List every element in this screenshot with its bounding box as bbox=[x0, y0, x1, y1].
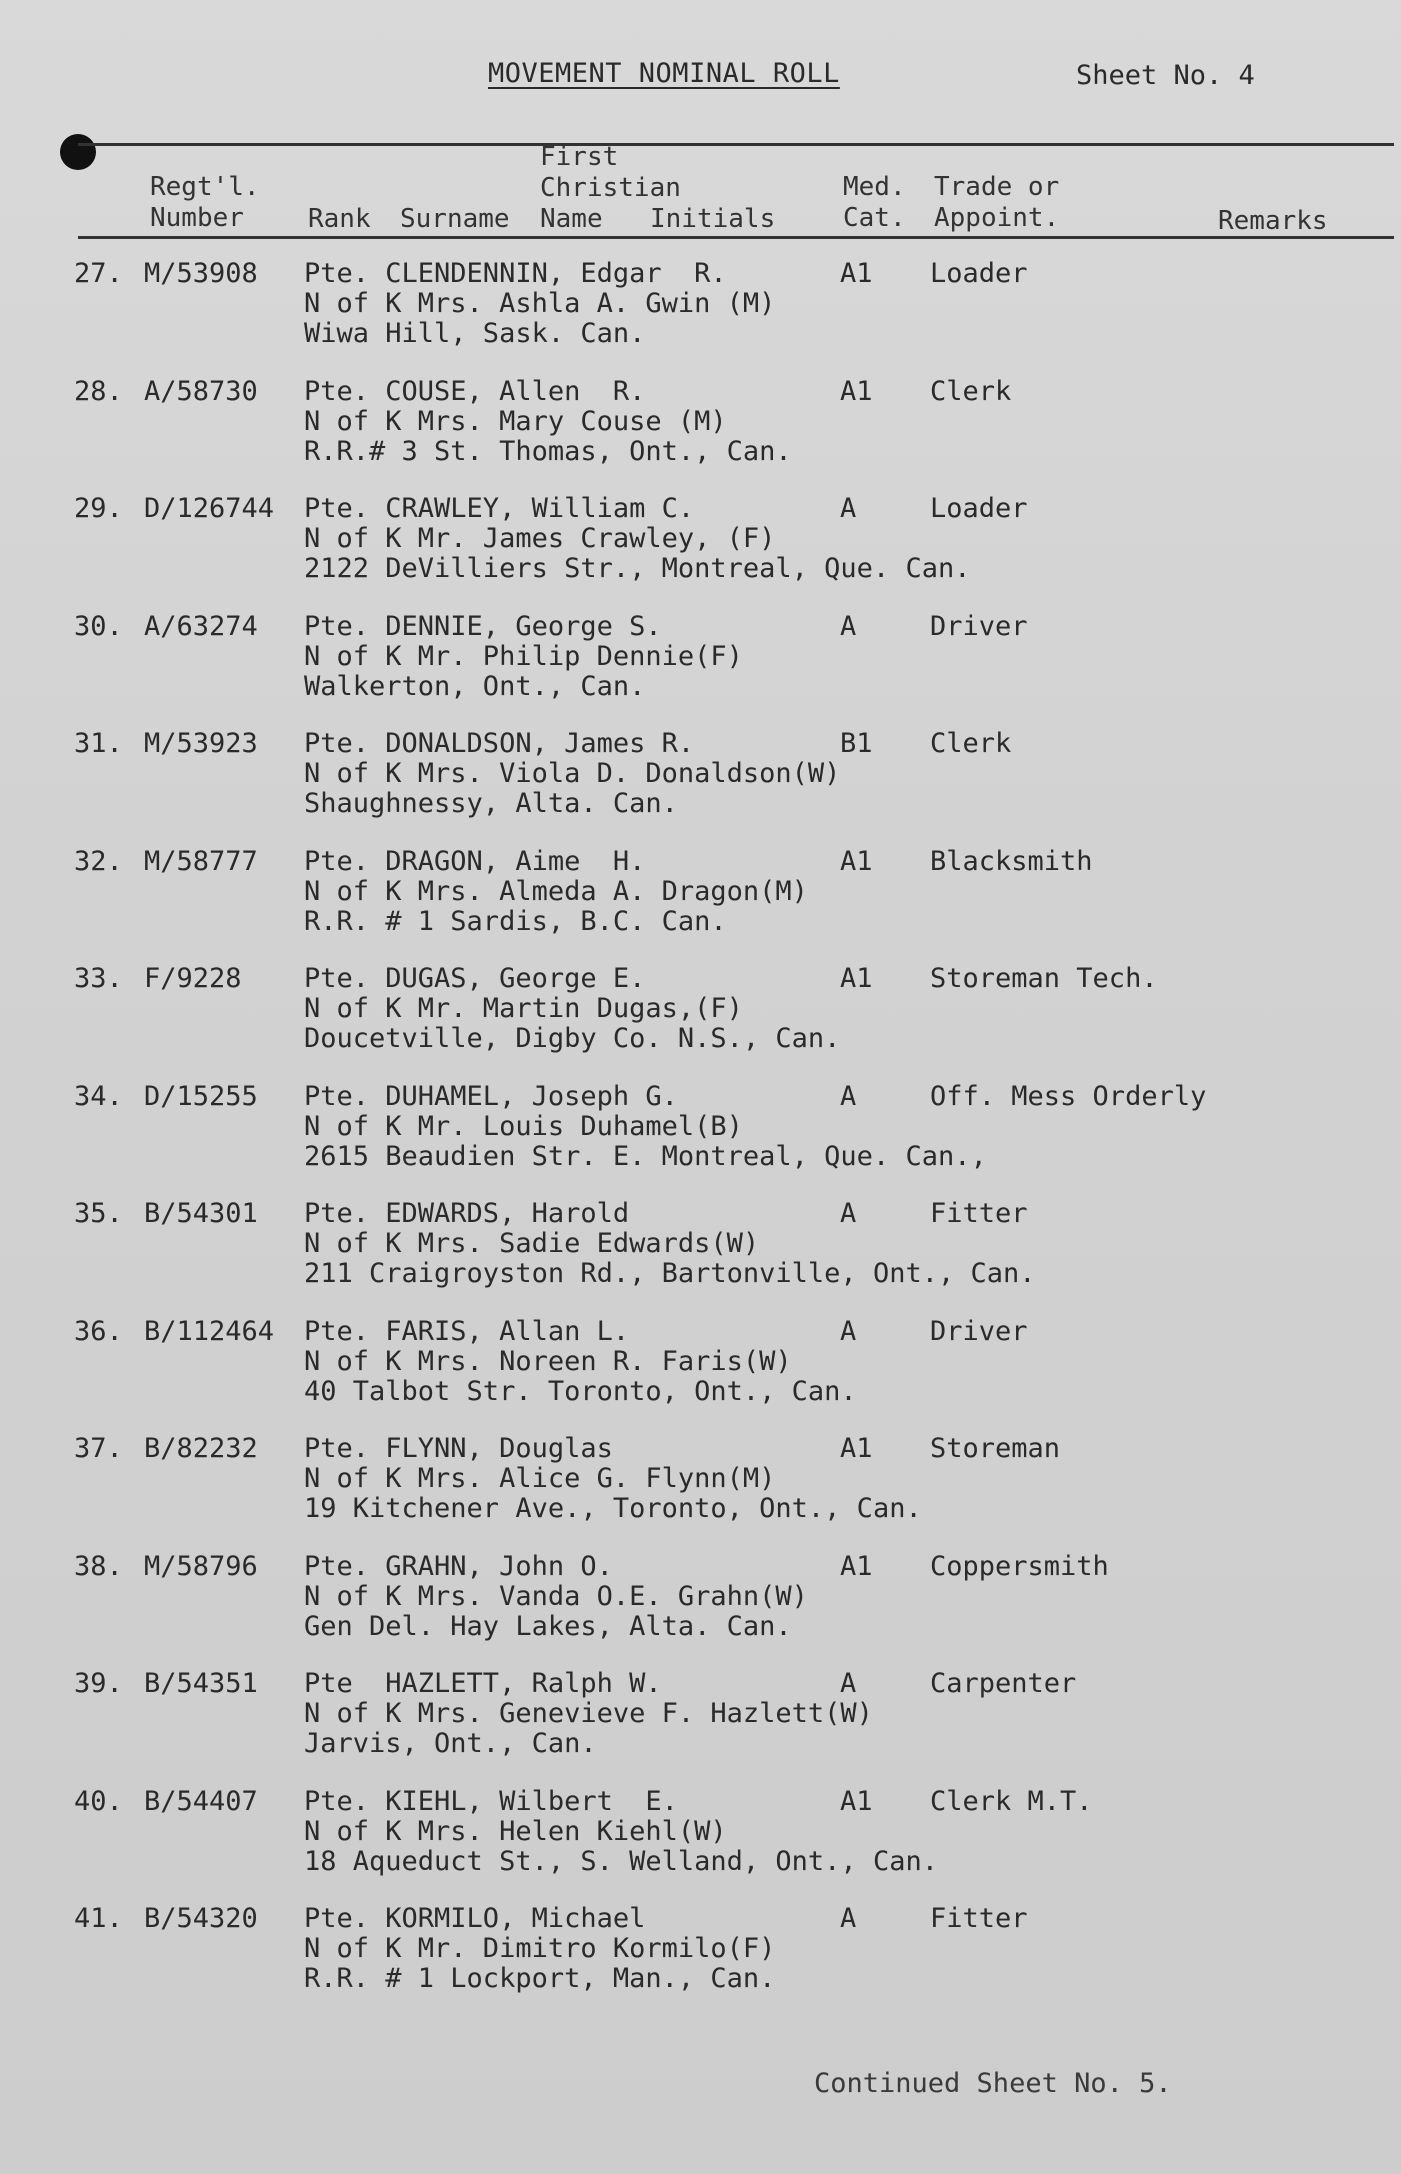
regimental-number: M/53908 bbox=[144, 258, 258, 289]
header-rank: Rank bbox=[308, 204, 371, 234]
entry-number: 39. bbox=[74, 1668, 123, 1699]
rank-name-line: Pte. KORMILO, Michael bbox=[304, 1903, 646, 1934]
trade-appointment: Driver bbox=[930, 610, 1028, 642]
entry-number: 32. bbox=[74, 845, 123, 877]
roll-entry bbox=[0, 1081, 1401, 1191]
header-trade-appoint: Trade or Appoint. bbox=[934, 172, 1060, 233]
roll-entry bbox=[0, 1551, 1401, 1661]
header-med-cat: Med. Cat. bbox=[843, 172, 906, 233]
rank-name-line: Pte. CRAWLEY, William C. bbox=[304, 493, 695, 524]
regimental-number: B/54407 bbox=[144, 1785, 258, 1817]
trade-appointment: Blacksmith bbox=[930, 845, 1093, 877]
address-line: R.R.# 3 St. Thomas, Ont., Can. bbox=[304, 435, 792, 467]
header-first-christian-name: First Christian Name bbox=[540, 142, 681, 234]
address-line: Doucetville, Digby Co. N.S., Can. bbox=[304, 1023, 841, 1054]
header-top-rule bbox=[78, 143, 1394, 146]
medical-category: A1 bbox=[840, 963, 873, 994]
roll-entry bbox=[0, 1903, 1401, 2013]
entry-number: 29. bbox=[74, 493, 123, 524]
entry-number: 37. bbox=[74, 1433, 123, 1464]
address-line: Walkerton, Ont., Can. bbox=[304, 670, 646, 702]
regimental-number: B/54320 bbox=[144, 1903, 258, 1934]
address-line: 19 Kitchener Ave., Toronto, Ont., Can. bbox=[304, 1493, 922, 1524]
continued-note: Continued Sheet No. 5. bbox=[814, 2068, 1172, 2099]
medical-category: A bbox=[840, 1198, 857, 1229]
regimental-number: B/54351 bbox=[144, 1668, 258, 1699]
trade-appointment: Clerk bbox=[930, 728, 1012, 759]
medical-category: A bbox=[840, 1903, 857, 1934]
roll-entry bbox=[0, 846, 1401, 956]
entry-number: 36. bbox=[74, 1315, 123, 1347]
medical-category: A1 bbox=[840, 375, 873, 407]
roll-entry bbox=[0, 611, 1401, 721]
medical-category: A1 bbox=[840, 1550, 873, 1582]
next-of-kin-line: N of K Mrs. Ashla A. Gwin (M) bbox=[304, 288, 776, 319]
rank-name-line: Pte. DONALDSON, James R. bbox=[304, 728, 695, 759]
medical-category: A1 bbox=[840, 1785, 873, 1817]
trade-appointment: Storeman Tech. bbox=[930, 963, 1158, 994]
address-line: Shaughnessy, Alta. Can. bbox=[304, 788, 678, 819]
roll-entry bbox=[0, 1668, 1401, 1778]
next-of-kin-line: N of K Mrs. Helen Kiehl(W) bbox=[304, 1815, 727, 1847]
regimental-number: D/15255 bbox=[144, 1080, 258, 1112]
trade-appointment: Loader bbox=[930, 493, 1028, 524]
entry-number: 30. bbox=[74, 610, 123, 642]
roll-entry bbox=[0, 963, 1401, 1073]
regimental-number: M/53923 bbox=[144, 728, 258, 759]
medical-category: A bbox=[840, 493, 857, 524]
next-of-kin-line: N of K Mr. Dimitro Kormilo(F) bbox=[304, 1933, 776, 1964]
entry-number: 33. bbox=[74, 963, 123, 994]
trade-appointment: Coppersmith bbox=[930, 1550, 1109, 1582]
regimental-number: F/9228 bbox=[144, 963, 242, 994]
rank-name-line: Pte. CLENDENNIN, Edgar R. bbox=[304, 258, 727, 289]
entry-number: 31. bbox=[74, 728, 123, 759]
address-line: 40 Talbot Str. Toronto, Ont., Can. bbox=[304, 1375, 857, 1407]
address-line: Wiwa Hill, Sask. Can. bbox=[304, 318, 646, 349]
trade-appointment: Storeman bbox=[930, 1433, 1061, 1464]
rank-name-line: Pte. DUHAMEL, Joseph G. bbox=[304, 1080, 678, 1112]
next-of-kin-line: N of K Mrs. Mary Couse (M) bbox=[304, 405, 727, 437]
next-of-kin-line: N of K Mrs. Noreen R. Faris(W) bbox=[304, 1345, 792, 1377]
next-of-kin-line: N of K Mrs. Genevieve F. Hazlett(W) bbox=[304, 1698, 873, 1729]
roll-entry bbox=[0, 493, 1401, 603]
trade-appointment: Carpenter bbox=[930, 1668, 1077, 1699]
rank-name-line: Pte HAZLETT, Ralph W. bbox=[304, 1668, 662, 1699]
address-line: 2122 DeVilliers Str., Montreal, Que. Can. bbox=[304, 553, 971, 584]
regimental-number: D/126744 bbox=[144, 493, 275, 524]
roll-entry bbox=[0, 1316, 1401, 1426]
entry-number: 41. bbox=[74, 1903, 123, 1934]
address-line: 18 Aqueduct St., S. Welland, Ont., Can. bbox=[304, 1845, 938, 1877]
header-initials: Initials bbox=[650, 204, 776, 234]
trade-appointment: Fitter bbox=[930, 1198, 1028, 1229]
roll-entry bbox=[0, 728, 1401, 838]
next-of-kin-line: N of K Mrs. Almeda A. Dragon(M) bbox=[304, 875, 808, 907]
regimental-number: B/54301 bbox=[144, 1198, 258, 1229]
trade-appointment: Off. Mess Orderly bbox=[930, 1080, 1207, 1112]
next-of-kin-line: N of K Mrs. Alice G. Flynn(M) bbox=[304, 1463, 776, 1494]
address-line: R.R. # 1 Sardis, B.C. Can. bbox=[304, 905, 727, 937]
rank-name-line: Pte. DUGAS, George E. bbox=[304, 963, 646, 994]
regimental-number: A/58730 bbox=[144, 375, 258, 407]
entry-number: 35. bbox=[74, 1198, 123, 1229]
address-line: Jarvis, Ont., Can. bbox=[304, 1728, 597, 1759]
rank-name-line: Pte. EDWARDS, Harold bbox=[304, 1198, 630, 1229]
address-line: R.R. # 1 Lockport, Man., Can. bbox=[304, 1963, 776, 1994]
regimental-number: B/112464 bbox=[144, 1315, 275, 1347]
medical-category: A1 bbox=[840, 258, 873, 289]
medical-category: A bbox=[840, 1315, 857, 1347]
trade-appointment: Clerk M.T. bbox=[930, 1785, 1093, 1817]
next-of-kin-line: N of K Mr. Philip Dennie(F) bbox=[304, 640, 743, 672]
trade-appointment: Loader bbox=[930, 258, 1028, 289]
rank-name-line: Pte. FLYNN, Douglas bbox=[304, 1433, 613, 1464]
header-remarks: Remarks bbox=[1218, 206, 1328, 236]
rank-name-line: Pte. COUSE, Allen R. bbox=[304, 375, 646, 407]
rank-name-line: Pte. KIEHL, Wilbert E. bbox=[304, 1785, 678, 1817]
header-bottom-rule bbox=[78, 236, 1394, 239]
medical-category: A1 bbox=[840, 845, 873, 877]
roll-entry bbox=[0, 376, 1401, 486]
trade-appointment: Fitter bbox=[930, 1903, 1028, 1934]
header-surname: Surname bbox=[400, 204, 510, 234]
entry-number: 38. bbox=[74, 1550, 123, 1582]
roll-entry bbox=[0, 258, 1401, 368]
rank-name-line: Pte. DRAGON, Aime H. bbox=[304, 845, 646, 877]
regimental-number: B/82232 bbox=[144, 1433, 258, 1464]
next-of-kin-line: N of K Mr. Louis Duhamel(B) bbox=[304, 1110, 743, 1142]
next-of-kin-line: N of K Mr. James Crawley, (F) bbox=[304, 523, 776, 554]
roll-entry bbox=[0, 1786, 1401, 1896]
punch-hole-mark bbox=[60, 134, 96, 170]
regimental-number: M/58796 bbox=[144, 1550, 258, 1582]
entry-number: 40. bbox=[74, 1785, 123, 1817]
entry-number: 34. bbox=[74, 1080, 123, 1112]
next-of-kin-line: N of K Mrs. Vanda O.E. Grahn(W) bbox=[304, 1580, 808, 1612]
header-regt-number: Regt'l. Number bbox=[150, 172, 260, 233]
next-of-kin-line: N of K Mrs. Sadie Edwards(W) bbox=[304, 1228, 760, 1259]
address-line: Gen Del. Hay Lakes, Alta. Can. bbox=[304, 1610, 792, 1642]
medical-category: A bbox=[840, 1080, 857, 1112]
next-of-kin-line: N of K Mrs. Viola D. Donaldson(W) bbox=[304, 758, 841, 789]
roll-entry bbox=[0, 1198, 1401, 1308]
trade-appointment: Driver bbox=[930, 1315, 1028, 1347]
medical-category: A bbox=[840, 1668, 857, 1699]
regimental-number: A/63274 bbox=[144, 610, 258, 642]
medical-category: B1 bbox=[840, 728, 873, 759]
address-line: 2615 Beaudien Str. E. Montreal, Que. Can., bbox=[304, 1140, 987, 1172]
rank-name-line: Pte. FARIS, Allan L. bbox=[304, 1315, 630, 1347]
next-of-kin-line: N of K Mr. Martin Dugas,(F) bbox=[304, 993, 743, 1024]
entry-number: 27. bbox=[74, 258, 123, 289]
rank-name-line: Pte. DENNIE, George S. bbox=[304, 610, 662, 642]
roll-entry bbox=[0, 1433, 1401, 1543]
medical-category: A1 bbox=[840, 1433, 873, 1464]
trade-appointment: Clerk bbox=[930, 375, 1012, 407]
entry-number: 28. bbox=[74, 375, 123, 407]
address-line: 211 Craigroyston Rd., Bartonville, Ont., Can. bbox=[304, 1258, 1036, 1289]
regimental-number: M/58777 bbox=[144, 845, 258, 877]
rank-name-line: Pte. GRAHN, John O. bbox=[304, 1550, 613, 1582]
medical-category: A bbox=[840, 610, 857, 642]
document-title: MOVEMENT NOMINAL ROLL bbox=[488, 58, 840, 89]
sheet-number: Sheet No. 4 bbox=[1076, 60, 1255, 91]
